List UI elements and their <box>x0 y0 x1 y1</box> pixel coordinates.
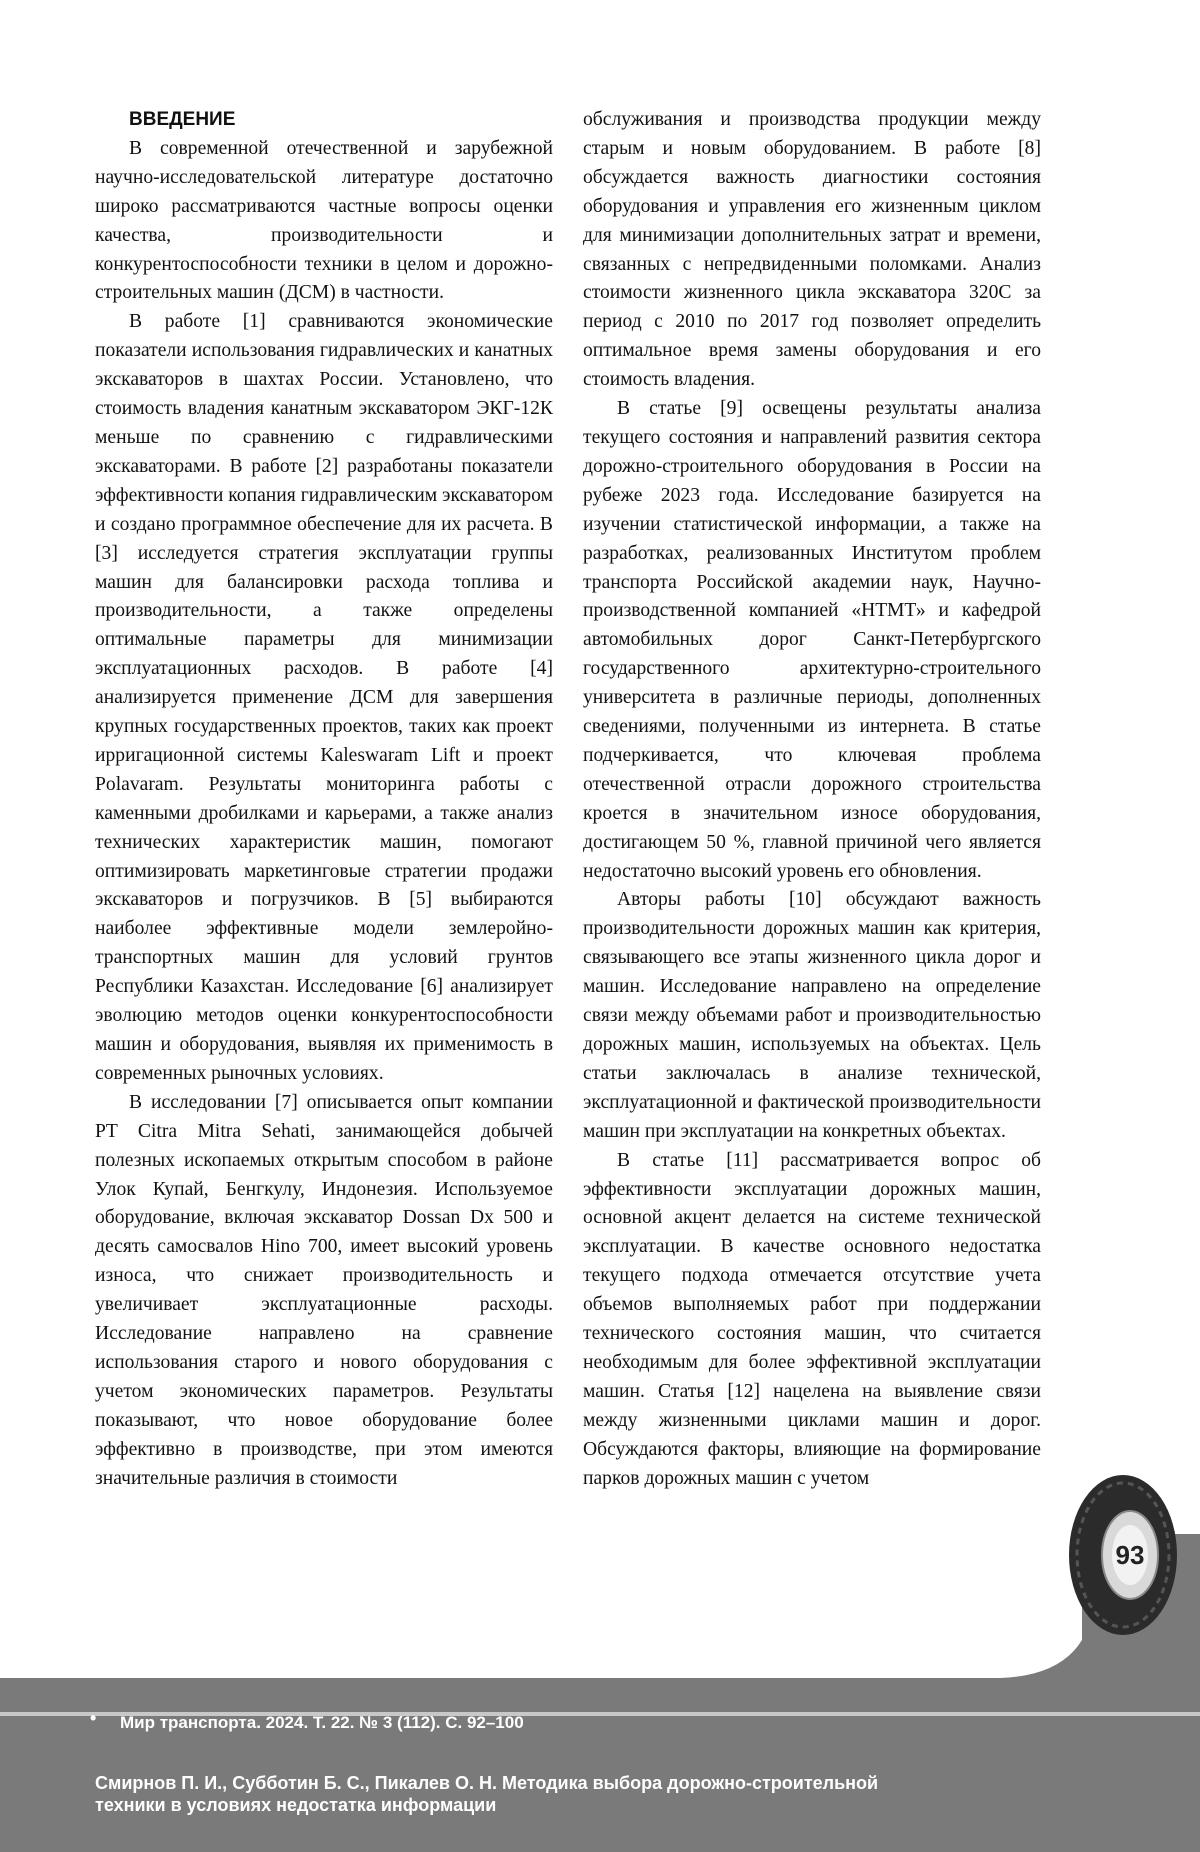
paragraph: В статье [11] рассматривается вопрос об эффективности эксплуатации дорожных машин, основной акцент делается на системе технической эксплуатации. В качестве основного недостатка текущего подхода отмечается отсутствие учета объемов выполняемых работ при поддержании технического состояния машин, что считается необходимым для более эффективной эксплуатации машин. Статья [12] нацелена на выявление связи между жизненными циклами машин и дорог. Обсуждаются факторы, влияющие на формирование парков дорожных машин с учетом <box>583 1149 1041 1489</box>
section-heading: ВВЕДЕНИЕ <box>129 109 236 130</box>
bullet-icon: • <box>90 1708 97 1728</box>
paragraph: В статье [9] освещены результаты анализа текущего состояния и направлений развития сектора дорожно-строительного оборудования в России на рубеже 2023 года. Исследование базируется на изучении статистической информации, а также на разработках, реализованных Институтом проблем транспорта Российской академии наук, Научно-производственной компанией «НТМТ» и кафедрой автомобильных дорог Санкт-Петербургского государственного архитектурно-строительного университета в различные периоды, дополненных сведениями, полученными из интернета. В статье подчеркивается, что ключевая проблема отечественной отрасли дорожного строительства кроется в значительном износе оборудования, достигающем 50 %, главной причиной чего является недостаточно высокий уровень его обновления. <box>583 398 1041 882</box>
article-citation-line2: техники в условиях недостатка информации <box>95 1795 497 1815</box>
right-column <box>583 106 1041 1494</box>
tire-icon <box>1058 1470 1188 1640</box>
paragraph: В исследовании [7] описывается опыт компании PT Citra Mitra Sehati, занимающейся добычей полезных ископаемых открытым способом в районе Улок Купай, Бенгкулу, Индонезия. Используемое оборудование, включая экскаватор Dossan Dx 500 и десять самосвалов Hino 700, имеет высокий уровень износа, что снижает производительность и увеличивает эксплуатационные расходы. Исследование направлено на сравнение использования старого и нового оборудования с учетом экономических параметров. Результаты показывают, что новое оборудование более эффективно в производстве, при этом имеются значительные различия в стоимости <box>95 1091 553 1489</box>
journal-reference: Мир транспорта. 2024. Т. 22. № 3 (112). С. 92–100 <box>120 1713 524 1732</box>
paragraph: Авторы работы [10] обсуждают важность производительности дорожных машин как критерия, связывающего все этапы жизненного цикла дорог и машин. Исследование направлено на определение связи между объемами работ и производительностью дорожных машин, используемых на объектах. Цель статьи заключалась в анализе технической, эксплуатационной и фактической производительности машин при эксплуатации на конкретных объектах. <box>583 889 1041 1142</box>
left-column <box>95 106 553 1494</box>
footer-curve <box>0 1640 1200 1720</box>
paragraph-continued: обслуживания и производства продукции между старым и новым оборудованием. В работе [8] обсуждается важность диагностики состояния оборудования и управления его жизненным циклом для минимизации дополнительных затрат и времени, связанных с непредвиденными поломками. Анализ стоимости жизненного цикла экскаватора 320С за период с 2010 по 2017 год позволяет определить оптимальное время замены оборудования и его стоимость владения. <box>583 109 1041 391</box>
page-number: 93 <box>1115 1540 1145 1570</box>
paragraph: В работе [1] сравниваются экономические показатели использования гидравлических и канатных экскаваторов в шахтах России. Установлено, что стоимость владения канатным экскаватором ЭКГ-12К меньше по сравнению с гидравлическими экскаваторами. В работе [2] разработаны показатели эффективности копания гидравлическим экскаватором и создано программное обеспечение для их расчета. В [3] исследуется стратегия эксплуатации группы машин для балансировки расхода топлива и производительности, а также определены оптимальные параметры для минимизации эксплуатационных расходов. В работе [4] анализируется применение ДСМ для завершения крупных государственных проектов, таких как проект ирригационной системы Kaleswaram Lift и проект Polavaram. Результаты мониторинга работы с каменными дробилками и карьерами, а также анализ технических характеристик машин, помогают оптимизировать маркетинговые стратегии продажи экскаваторов и погрузчиков. В [5] выбираются наиболее эффективные модели землеройно-транспортных машин для условий грунтов Республики Казахстан. Исследование [6] анализирует эволюцию методов оценки конкурентоспособности машин и оборудования, выявляя их применимость в современных рыночных условиях. <box>95 311 553 1084</box>
paragraph: В современной отечественной и зарубежной научно-исследовательской литературе достаточно широко рассматриваются частные вопросы оценки качества, производительности и конкурентоспособности техники в целом и дорожно-строительных машин (ДСМ) в частности. <box>95 137 553 304</box>
article-citation-line1: Смирнов П. И., Субботин Б. С., Пикалев О. Н. Методика выбора дорожно-строительной <box>95 1773 879 1793</box>
